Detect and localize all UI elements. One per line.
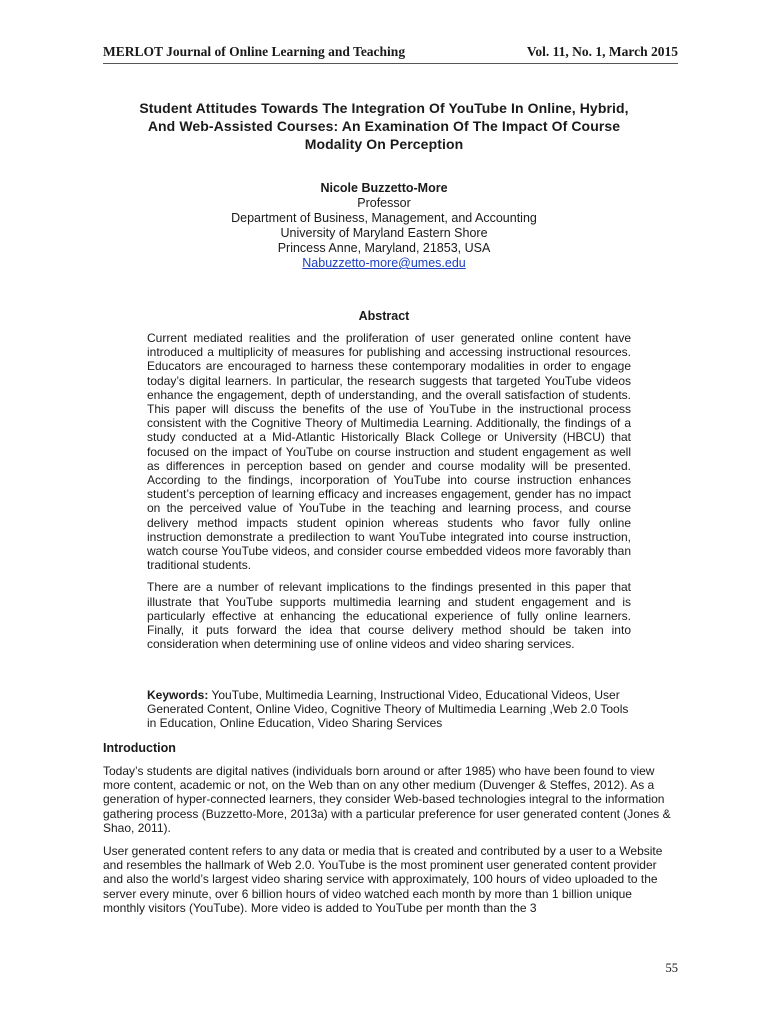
author-institution: University of Maryland Eastern Shore	[280, 226, 488, 240]
keywords-text: YouTube, Multimedia Learning, Instructional Video, Educational Videos, User Generated Content, Online Video, Cognitive Theory of Multimedia Learning ,Web 2.0 Tools in Education, Online Education, Video Sharing Services	[147, 688, 629, 731]
introduction-heading: Introduction	[103, 741, 176, 755]
title-line: Student Attitudes Towards The Integration Of YouTube In Online, Hybrid,	[139, 100, 629, 116]
title-line: Modality On Perception	[304, 136, 464, 152]
journal-name: MERLOT Journal of Online Learning and Teaching	[103, 44, 406, 59]
introduction-paragraph: User generated content refers to any data or media that is created and contributed by a user to a Website and resembles the hallmark of Web 2.0. YouTube is the most prominent user generated content provider and also the world’s largest video sharing service with approximately, 100 hours of video uploaded to the server every minute, over 6 billion hours of video watched each month by more than 1 billion unique monthly visitors (YouTube). More video is added to YouTube per month than the 3	[103, 844, 663, 915]
page-number: 55	[665, 961, 678, 975]
introduction-body	[103, 764, 676, 924]
running-head	[103, 44, 678, 64]
keywords-label: Keywords:	[147, 688, 209, 702]
title-line: And Web-Assisted Courses: An Examination Of The Impact Of Course	[147, 118, 621, 134]
author-role: Professor	[357, 196, 411, 210]
abstract-body	[147, 331, 631, 659]
author-email-link[interactable]: Nabuzzetto-more@umes.edu	[302, 256, 466, 270]
author-address: Princess Anne, Maryland, 21853, USA	[277, 241, 491, 255]
abstract-paragraph: There are a number of relevant implications to the findings presented in this paper that illustrate that YouTube supports multimedia learning and student engagement and is particularly effective at enhancing the educational experience of fully online learners. Finally, it puts forward the idea that course delivery method should be taken into consideration when determining use of online videos and video sharing services.	[147, 580, 631, 652]
author-name: Nicole Buzzetto-More	[320, 181, 448, 195]
abstract-heading: Abstract	[358, 309, 410, 323]
author-block	[150, 181, 618, 271]
abstract-paragraph: Current mediated realities and the proliferation of user generated online content have introduced a multiplicity of measures for publishing and accessing instructional resources. Educators are encouraged to harness these contemporary modalities in order to engage today’s digital learners. In particular, the research suggests that targeted YouTube videos enhance the engagement, depth of understanding, and the overall satisfaction of students. This paper will discuss the benefits of the use of YouTube in the instructional process consistent with the Cognitive Theory of Multimedia Learning. Additionally, the findings of a study conducted at a Mid-Atlantic Historically Black College or University (HBCU) that focused on the impact of YouTube on course instruction and student engagement as well as differences in perception based on gender and course modality will be presented. According to the findings, incorporation of YouTube into course instruction enhances student’s perception of learning efficacy and increases engagement, gender has no impact on the perceived value of YouTube in the teaching and learning process, and course delivery method impacts student opinion whereas students who favor fully online instruction demonstrate a predilection to want YouTube integrated into course instruction, watch course YouTube videos, and consider course embedded videos more favorably than traditional students.	[147, 331, 631, 573]
keywords	[147, 688, 631, 731]
author-department: Department of Business, Management, and Accounting	[231, 211, 537, 225]
introduction-paragraph: Today’s students are digital natives (individuals born around or after 1985) who have been found to view more content, academic or not, on the Web than on any other medium (Duvenger & Steffes, 2012). As a generation of hyper-connected learners, they consider Web-based technologies integral to the information gathering process (Buzzetto-More, 2013a) with a particular preference for user generated content (Jones & Shao, 2011).	[103, 764, 671, 835]
issue-info: Vol. 11, No. 1, March 2015	[526, 44, 678, 59]
paper-title	[100, 99, 668, 153]
